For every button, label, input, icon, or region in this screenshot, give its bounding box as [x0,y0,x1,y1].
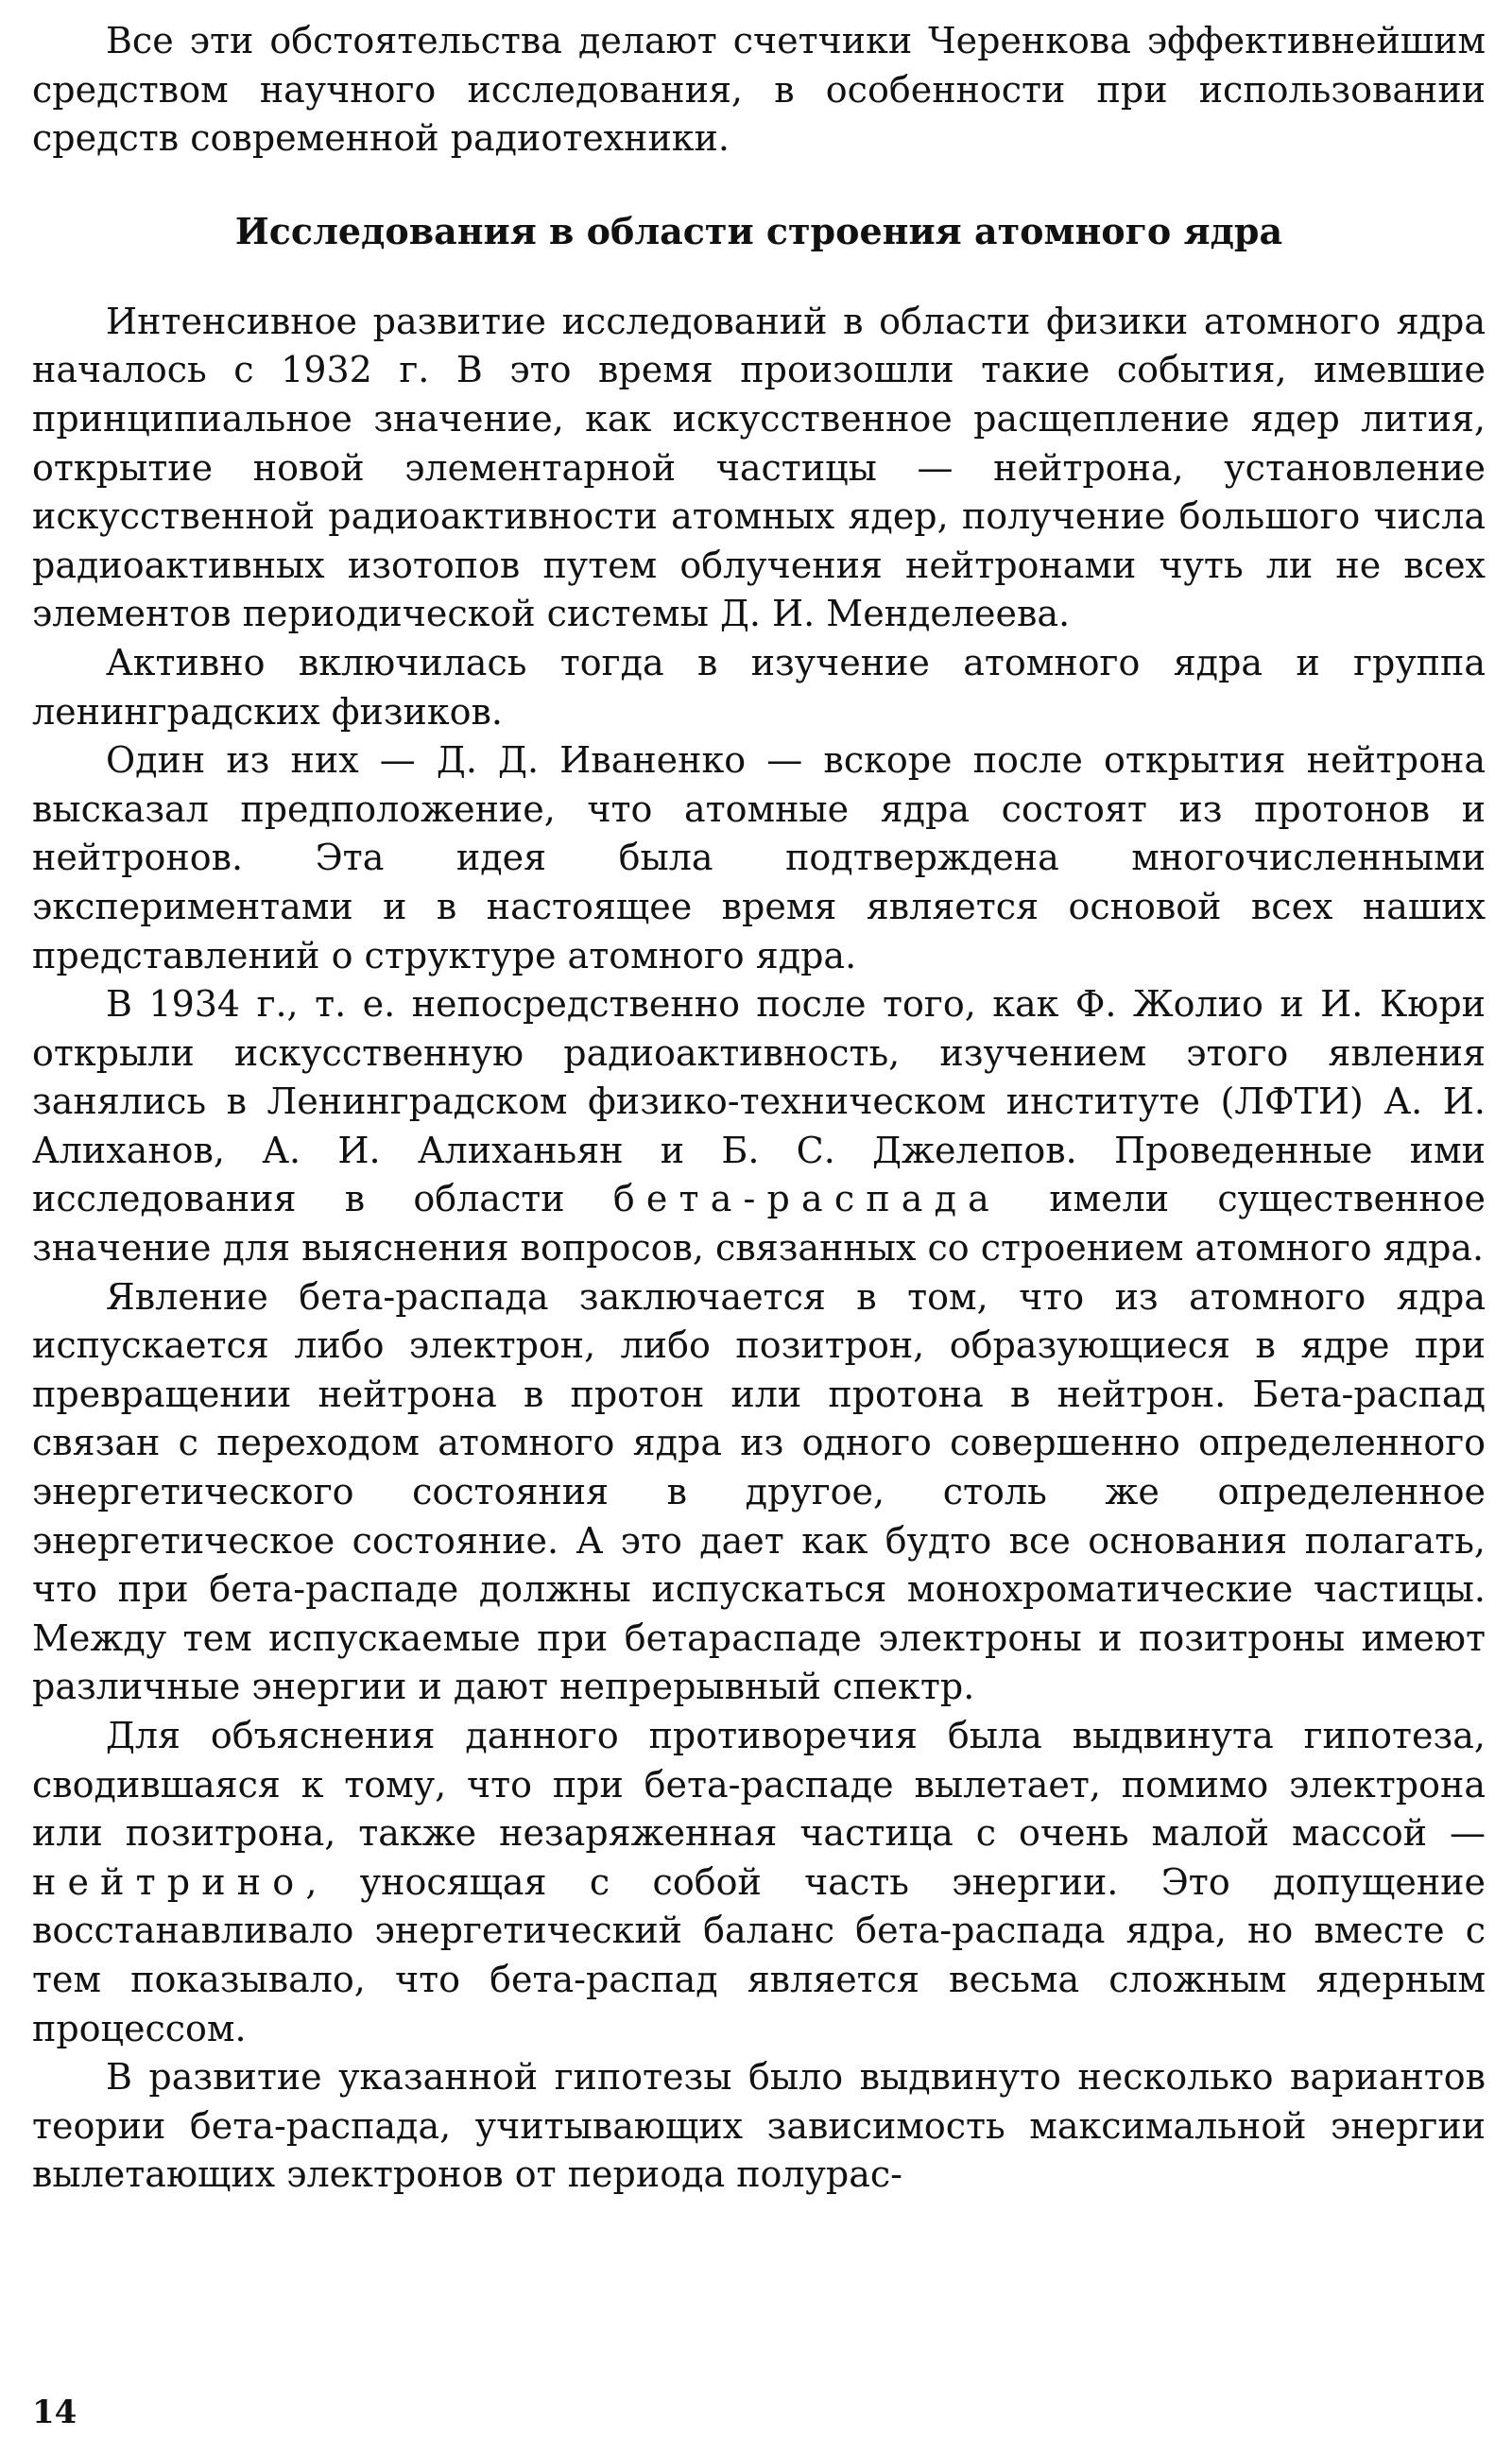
section-heading: Исследования в области строения атомного ядра [234,209,1283,252]
paragraph-lfti-text-start: В 1934 г., т. е. непосредственно после того, как Ф. Жолио и И. Кюри открыли искусственную радиоактивность, изучением этого явления занялись в Ленинградском физико-техническом институте (ЛФТИ) А. И. Алиханов, А. И. Алиханьян и Б. С. Джелепов. Проведенные ими исследования в области [32,983,1486,1220]
page-number: 14 [32,2394,77,2431]
spaced-term-beta-decay: бета-распада [612,1178,1001,1220]
paragraph-beta-theory: В развитие указанной гипотезы было выдвинуто несколько вариантов теории бета-распада, учитывающих зависимость максимальной энергии вылетающих электронов от периода полурас- [32,2056,1486,2196]
paragraph-neutrino-hypothesis [32,1712,1486,2053]
paragraph-nuclear-research: Интенсивное развитие исследований в области физики атомного ядра началось с 1932 г. В это время произошли такие события, имевшие принципиальное значение, как искусственное расщепление ядер лития, открытие новой элементарной частицы — нейтрона, установление искусственной радиоактивности атомных ядер, получение большого числа радиоактивных изотопов путем облучения нейтронами чуть ли не всех элементов периодической системы Д. И. Менделеева. [32,300,1486,635]
spaced-term-neutrino: нейтрино [32,1860,306,1903]
page-text [32,17,1486,2200]
paragraph-lfti-research [32,980,1486,1273]
paragraph-lfti-text-end: имели существенное значение для выяснения вопросов, связанных со строением атомного ядра. [32,1178,1486,1270]
intro-paragraph: Все эти обстоятельства делают счетчики Черенкова эффективнейшим средством научного исследования, в особенности при использовании средств современной радиотехники. [32,20,1486,160]
paragraph-ivanenko: Один из них — Д. Д. Иваненко — вскоре после открытия нейтрона высказал предположение, что атомные ядра состоят из протонов и нейтронов. Эта идея была подтверждена многочисленными экспериментами и в настоящее время является основой всех наших представлений о структуре атомного ядра. [32,739,1486,976]
paragraph-neutrino-text-end: , уносящая с собой часть энергии. Это допущение восстанавливало энергетический баланс бета-распада ядра, но вместе с тем показывало, что бета-распад является весьма сложным ядерным процессом. [32,1860,1486,2049]
paragraph-neutrino-text-start: Для объяснения данного противоречия была выдвинута гипотеза, сводившаяся к тому, что при бета-распаде вылетает, помимо электрона или позитрона, также незаряженная частица с очень малой массой — [32,1715,1486,1855]
paragraph-leningrad-group: Активно включилась тогда в изучение атомного ядра и группа ленинградских физиков. [32,641,1486,733]
paragraph-beta-decay: Явление бета-распада заключается в том, что из атомного ядра испускается либо электрон, либо позитрон, образующиеся в ядре при превращении нейтрона в протон или протона в нейтрон. Бета-распад связан с переходом атомного ядра из одного совершенно определенного энергетического состояния в другое, столь же определенное энергетическое состояние. А это дает как будто все основания полагать, что при бета-распаде должны испускаться монохроматические частицы. Между тем испускаемые при бетараспаде электроны и позитроны имеют различные энергии и дают непрерывный спектр. [32,1275,1486,1708]
